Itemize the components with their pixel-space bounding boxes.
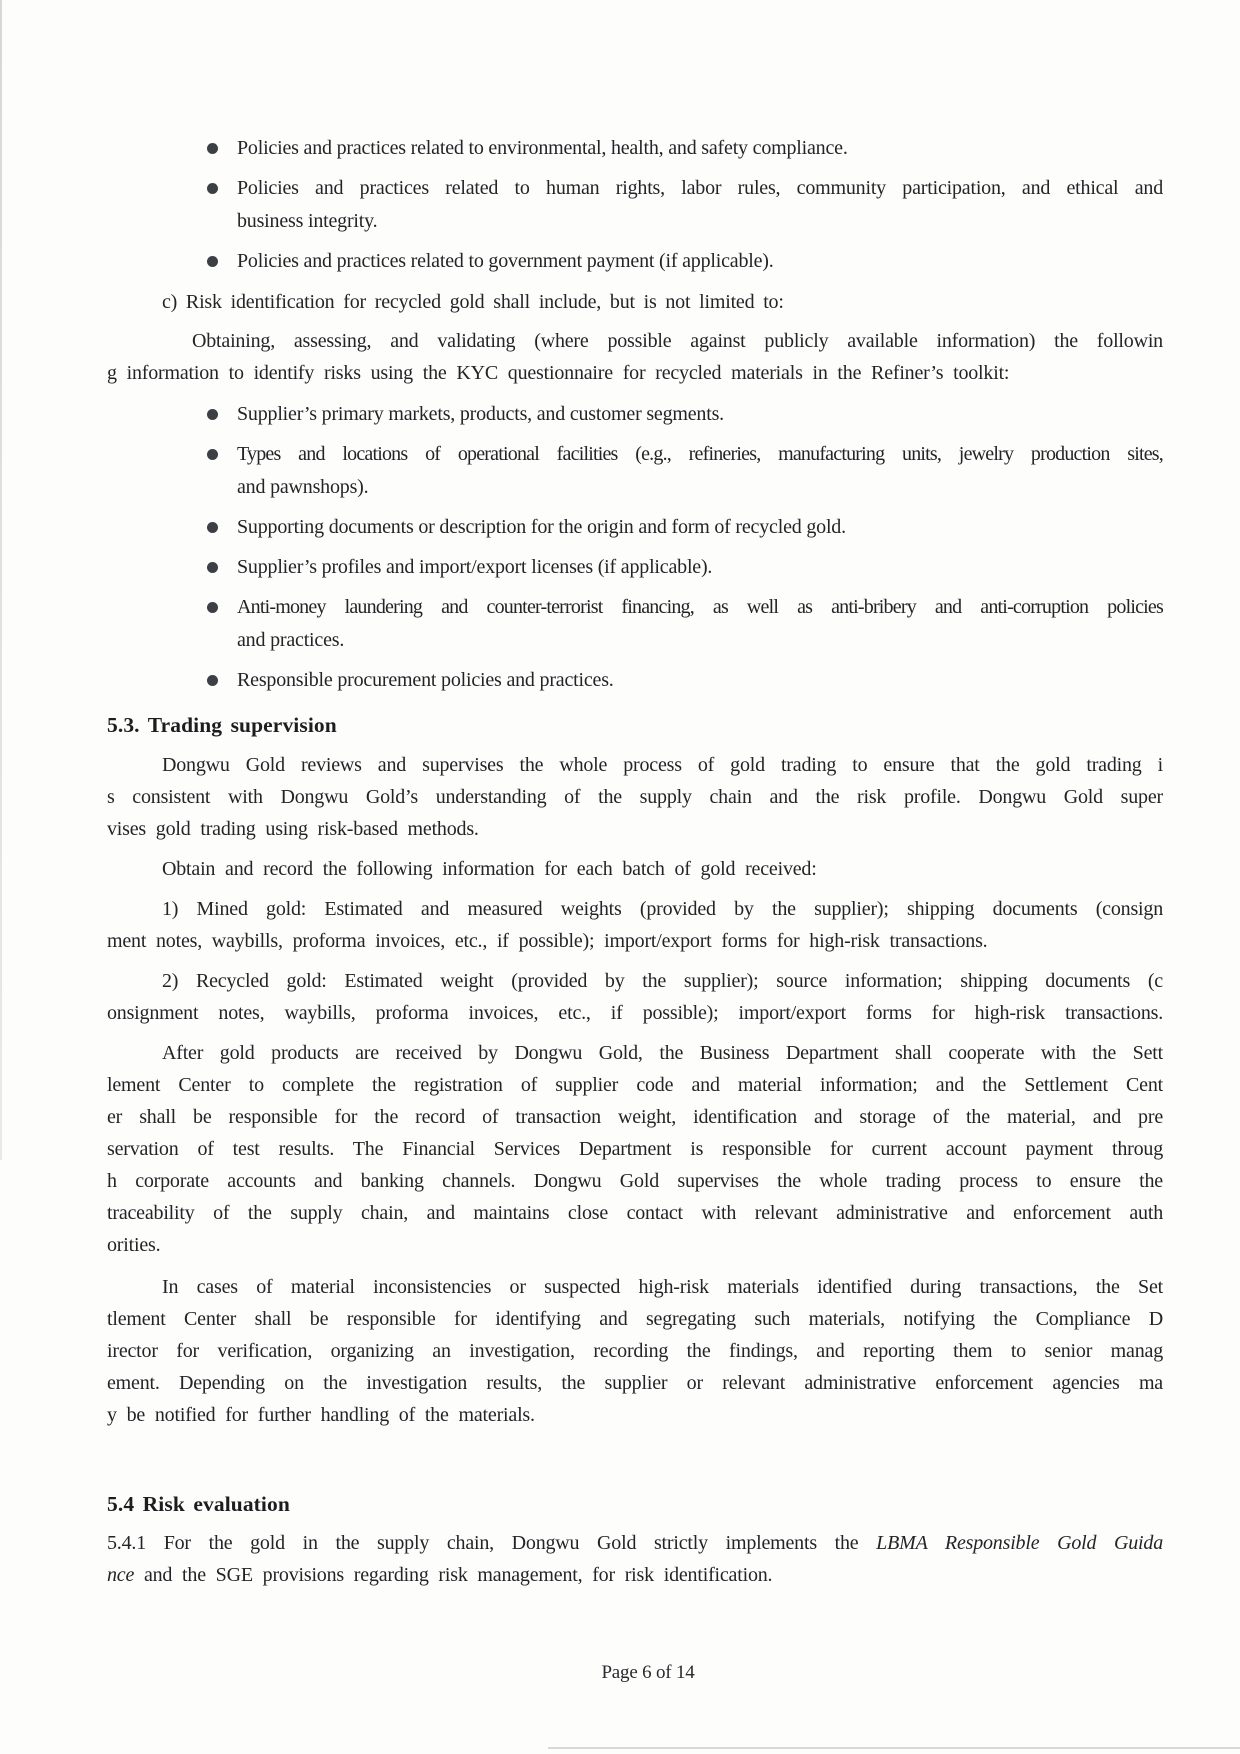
bullet-item	[107, 551, 1163, 584]
text-line: onsignment notes, waybills, proforma invoices, etc., if possible); import/export forms for high-risk transactions.	[107, 1002, 1163, 1024]
bullet-item	[107, 132, 1163, 165]
text-line: and pawnshops).	[237, 476, 369, 498]
text-line: h corporate accounts and banking channels. Dongwu Gold supervises the whole trading process to ensure the	[107, 1170, 1163, 1192]
bullet-item	[107, 664, 1163, 697]
paragraph	[107, 1037, 1163, 1261]
text-line: 2) Recycled gold: Estimated weight (provided by the supplier); source information; shipping documents (c	[162, 970, 1163, 992]
text-line: ement. Depending on the investigation results, the supplier or relevant administrative enforcement agencies ma	[107, 1372, 1163, 1394]
italic-text: nce	[107, 1564, 135, 1586]
text-line: c) Risk identification for recycled gold shall include, but is not limited to:	[162, 291, 784, 313]
text-line: Supporting documents or description for the origin and form of recycled gold.	[237, 516, 846, 538]
bullet-item	[107, 172, 1163, 238]
text-line: Dongwu Gold reviews and supervises the whole process of gold trading to ensure that the gold trading i	[162, 754, 1163, 776]
text-line: 1) Mined gold: Estimated and measured weights (provided by the supplier); shipping documents (consign	[162, 898, 1163, 920]
bullet-icon	[207, 675, 218, 686]
text-line: Anti-money laundering and counter-terrorist financing, as well as anti-bribery and anti-corruption policies	[237, 596, 1163, 618]
text-line: g information to identify risks using the KYC questionnaire for recycled materials in the Refiner’s toolkit:	[107, 362, 1010, 384]
paragraph	[107, 893, 1163, 957]
section-heading-text: 5.4 Risk evaluation	[107, 1492, 290, 1516]
paragraph	[107, 965, 1163, 1029]
text-line: traceability of the supply chain, and maintains close contact with relevant administrative and enforcement auth	[107, 1202, 1163, 1224]
doc-content	[107, 132, 1163, 1591]
text-line: vises gold trading using risk-based methods.	[107, 818, 479, 840]
page-number: Page 6 of 14	[601, 1662, 695, 1683]
section-heading	[107, 707, 1163, 743]
bullet-item	[107, 591, 1163, 657]
bullet-icon	[207, 562, 218, 573]
scan-bottom-line	[548, 1747, 1240, 1749]
italic-text: LBMA Responsible Gold Guida	[876, 1532, 1163, 1554]
paragraph	[107, 1527, 1163, 1591]
text-line: Responsible procurement policies and practices.	[237, 669, 614, 691]
text-line: orities.	[107, 1234, 161, 1256]
text-line: y be notified for further handling of the materials.	[107, 1404, 535, 1426]
text-line: nce and the SGE provisions regarding risk management, for risk identification.	[107, 1564, 773, 1586]
text-line: Supplier’s primary markets, products, and customer segments.	[237, 403, 724, 425]
bullet-icon	[207, 143, 218, 154]
paragraph	[107, 749, 1163, 845]
text-line: tlement Center shall be responsible for identifying and segregating such materials, notifying the Compliance D	[107, 1308, 1163, 1330]
paragraph	[107, 286, 1163, 318]
bullet-item	[107, 438, 1163, 504]
text-line: servation of test results. The Financial Services Department is responsible for current account payment throug	[107, 1138, 1163, 1160]
text-line: Policies and practices related to human rights, labor rules, community participation, and ethical and	[237, 177, 1163, 199]
bullet-icon	[207, 183, 218, 194]
text-line: Types and locations of operational facilities (e.g., refineries, manufacturing units, jewelry production sites,	[237, 443, 1163, 465]
text-line: irector for verification, organizing an investigation, recording the findings, and reporting them to senior manag	[107, 1340, 1163, 1362]
paragraph	[107, 1271, 1163, 1431]
scan-edge-left-line	[0, 0, 2, 1160]
bullet-icon	[207, 522, 218, 533]
bullet-icon	[207, 256, 218, 267]
text-line: business integrity.	[237, 210, 378, 232]
text-line: Obtain and record the following information for each batch of gold received:	[162, 858, 817, 880]
bullet-item	[107, 245, 1163, 278]
bullet-item	[107, 511, 1163, 544]
text-line: Policies and practices related to environmental, health, and safety compliance.	[237, 137, 848, 159]
paragraph	[107, 325, 1163, 389]
text-line: In cases of material inconsistencies or suspected high-risk materials identified during transactions, the Set	[162, 1276, 1163, 1298]
text-line: and practices.	[237, 629, 345, 651]
bullet-icon	[207, 409, 218, 420]
text-line: Policies and practices related to government payment (if applicable).	[237, 250, 774, 272]
bullet-icon	[207, 449, 218, 460]
section-heading-text: 5.3. Trading supervision	[107, 713, 337, 737]
text-line: ment notes, waybills, proforma invoices, etc., if possible); import/export forms for high-risk transactions.	[107, 930, 988, 952]
text-line: Obtaining, assessing, and validating (where possible against publicly available information) the followin	[192, 330, 1163, 352]
section-heading	[107, 1486, 1163, 1522]
bullet-icon	[207, 602, 218, 613]
paragraph	[107, 853, 1163, 885]
text-line: lement Center to complete the registration of supplier code and material information; and the Settlement Cent	[107, 1074, 1163, 1096]
text-line: Supplier’s profiles and import/export licenses (if applicable).	[237, 556, 713, 578]
text-line: s consistent with Dongwu Gold’s understanding of the supply chain and the risk profile. Dongwu Gold super	[107, 786, 1163, 808]
text-line: er shall be responsible for the record of transaction weight, identification and storage of the material, and pre	[107, 1106, 1163, 1128]
text-line: After gold products are received by Dongwu Gold, the Business Department shall cooperate with the Sett	[162, 1042, 1163, 1064]
bullet-item	[107, 398, 1163, 431]
text-line: 5.4.1 For the gold in the supply chain, Dongwu Gold strictly implements the LBMA Responsible Gold Guida	[107, 1532, 1163, 1554]
